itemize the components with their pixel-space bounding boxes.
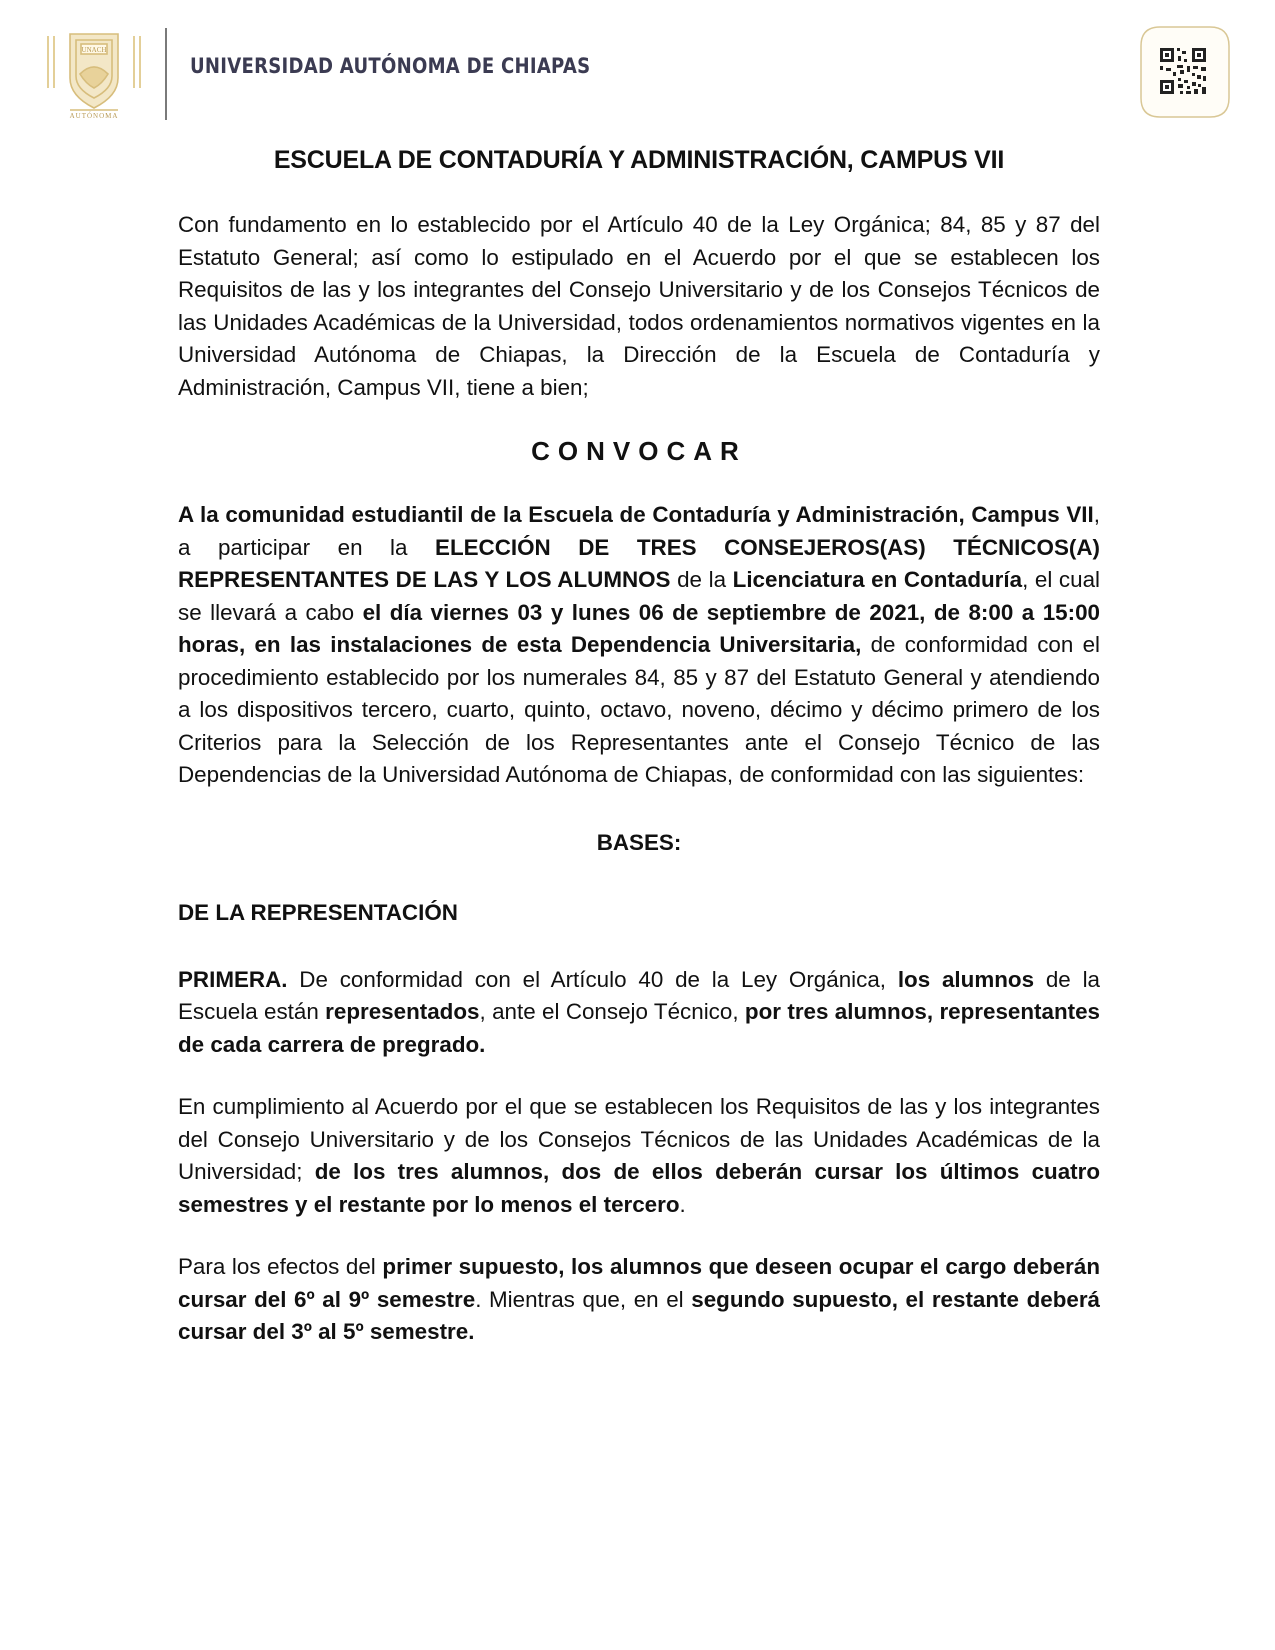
convocar-heading: CONVOCAR bbox=[531, 436, 747, 466]
section-heading: DE LA REPRESENTACIÓN bbox=[178, 899, 458, 925]
call-date-place: el día viernes 03 y lunes 06 de septiembre de 2021, de 8:00 a 15:00 horas, en las instalaciones de esta Dependencia Universitaria, bbox=[178, 599, 1100, 657]
efectos-text: . Mientras que, en el bbox=[475, 1286, 692, 1312]
call-audience: A la comunidad estudiantil de la Escuela de Contaduría y Administración, Campus VII bbox=[178, 502, 1094, 527]
cumplimiento-paragraph bbox=[178, 1091, 1100, 1221]
primera-bold: los alumnos bbox=[897, 966, 1035, 992]
call-degree: Licenciatura en Contaduría bbox=[732, 567, 1023, 592]
page-title: ESCUELA DE CONTADURÍA Y ADMINISTRACIÓN, CAMPUS VII bbox=[273, 146, 1005, 174]
primera-text: , ante el Consejo Técnico, bbox=[479, 999, 745, 1024]
intro-paragraph: Con fundamento en lo establecido por el Artículo 40 de la Ley Orgánica; 84, 85 y 87 del Estatuto General; así como lo estipulado en el Acuerdo por el que se establecen los Requisitos de las y los integrantes del Consejo Universitario y de los Consejos Técnicos de las Unidades Académicas de la Universidad, todos ordenamientos normativos vigentes en la Universidad Autónoma de Chiapas, la Dirección de la Escuela de Contaduría y Administración, Campus VII, tiene a bien; bbox=[178, 212, 1100, 400]
call-text: , a participar en la bbox=[178, 502, 1100, 560]
call-paragraph bbox=[178, 499, 1100, 792]
header-divider bbox=[165, 28, 167, 120]
bases-heading: BASES: bbox=[596, 829, 682, 855]
university-name: UNIVERSIDAD AUTÓNOMA DE CHIAPAS bbox=[190, 54, 591, 78]
cumplimiento-bold: de los tres alumnos, dos de ellos deberán cursar los últimos cuatro semestres y el restante por lo menos el tercero bbox=[178, 1159, 1100, 1217]
qr-code-icon[interactable] bbox=[1140, 26, 1230, 118]
efectos-text: Para los efectos del bbox=[178, 1254, 383, 1279]
call-text: de la bbox=[670, 567, 733, 592]
efectos-bold: primer supuesto, los alumnos que deseen ocupar el cargo deberán cursar del 6º al 9º semestre bbox=[178, 1254, 1100, 1312]
document-body bbox=[178, 146, 1100, 1349]
cumplimiento-text: . bbox=[679, 1191, 686, 1217]
primera-text: De conformidad con el Artículo 40 de la Ley Orgánica, bbox=[287, 966, 898, 992]
svg-text:UNACH: UNACH bbox=[81, 46, 107, 54]
primera-paragraph bbox=[178, 964, 1100, 1062]
call-text: , el cual se llevará a cabo bbox=[178, 567, 1100, 625]
primera-bold: representados bbox=[325, 999, 480, 1024]
call-election: ELECCIÓN DE TRES CONSEJEROS(AS) TÉCNICOS(A) REPRESENTANTES DE LAS Y LOS ALUMNOS bbox=[178, 534, 1100, 592]
primera-label: PRIMERA. bbox=[178, 966, 288, 992]
letterhead bbox=[0, 0, 1275, 130]
university-seal-icon bbox=[40, 26, 148, 120]
cumplimiento-text: En cumplimiento al Acuerdo por el que se establecen los Requisitos de las y los integrantes del Consejo Universitario y de los Consejos Técnicos de las Unidades Académicas de la Universidad; bbox=[178, 1094, 1100, 1184]
primera-bold: por tres alumnos, representantes de cada carrera de pregrado. bbox=[178, 999, 1100, 1057]
primera-text: de la Escuela están bbox=[178, 966, 1100, 1024]
svg-text:AUTÓNOMA: AUTÓNOMA bbox=[69, 112, 119, 120]
call-text: de conformidad con el procedimiento establecido por los numerales 84, 85 y 87 del Estatuto General y atendiendo a los dispositivos tercero, cuarto, quinto, octavo, noveno, décimo y décimo primero de los Criterios para la Selección de los Representantes ante el Consejo Técnico de las Dependencias de la Universidad Autónoma de Chiapas, de conformidad con las siguientes: bbox=[178, 632, 1100, 787]
efectos-paragraph bbox=[178, 1251, 1100, 1349]
efectos-bold: segundo supuesto, el restante deberá cursar del 3º al 5º semestre. bbox=[178, 1286, 1101, 1344]
